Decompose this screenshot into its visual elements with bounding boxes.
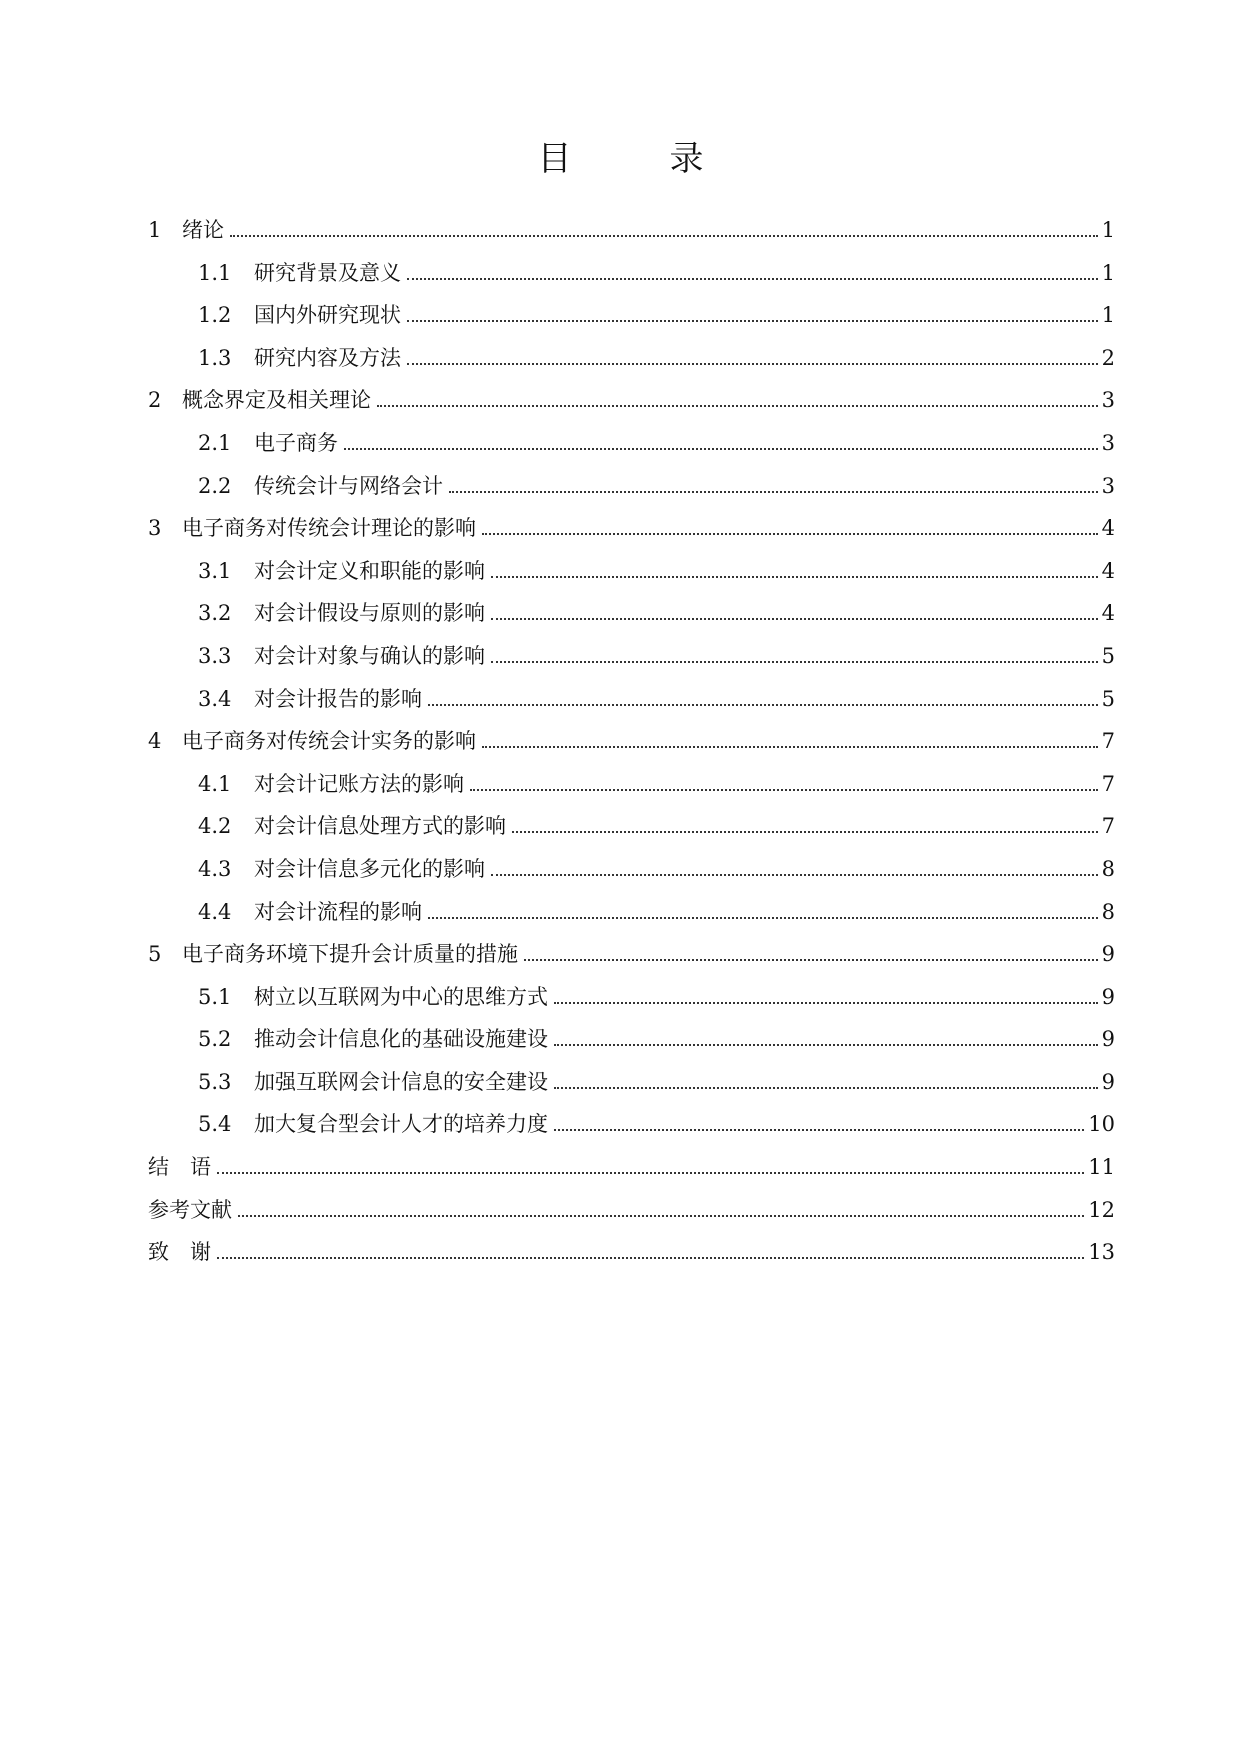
toc-entry-label: 研究背景及意义 [254, 260, 401, 285]
toc-entry-number: 3 [148, 516, 162, 541]
toc-entry[interactable] [148, 215, 1115, 258]
toc-dot-leader [407, 320, 1098, 322]
toc-entry[interactable] [148, 300, 1115, 343]
toc-entry-label: 电子商务对传统会计实务的影响 [182, 729, 476, 754]
toc-dot-leader [482, 533, 1098, 535]
toc-entry-page-number: 1 [1101, 260, 1115, 285]
toc-entry-label: 对会计对象与确认的影响 [254, 643, 485, 668]
toc-entry-page-number: 2 [1101, 345, 1115, 370]
toc-entry-number: 4.4 [198, 899, 232, 924]
toc-title: 目 录 [537, 139, 736, 179]
toc-entry-label: 研究内容及方法 [254, 345, 401, 370]
toc-entry-page-number: 5 [1101, 643, 1115, 668]
toc-entry[interactable] [148, 385, 1115, 428]
toc-entry-page-number: 4 [1101, 601, 1115, 626]
toc-entry-number: 3.3 [198, 643, 232, 668]
toc-entry[interactable] [148, 1237, 1115, 1280]
toc-entry[interactable] [148, 1152, 1115, 1195]
toc-entry-page-number: 4 [1101, 558, 1115, 583]
toc-dot-leader [554, 1129, 1084, 1131]
toc-entry-page-number: 9 [1101, 1069, 1115, 1094]
toc-entry-label: 对会计记账方法的影响 [254, 771, 464, 796]
toc-dot-leader [230, 235, 1098, 237]
toc-dot-leader [554, 1002, 1098, 1004]
toc-entry-page-number: 13 [1088, 1240, 1115, 1265]
toc-entry-number: 5 [148, 942, 162, 967]
toc-entry-number: 3.4 [198, 686, 232, 711]
toc-entry-number: 3.1 [198, 558, 232, 583]
toc-entry-number: 4 [148, 729, 162, 754]
toc-entry-label: 传统会计与网络会计 [254, 473, 443, 498]
toc-entry-number: 5.2 [198, 1027, 232, 1052]
toc-dot-leader [407, 363, 1098, 365]
toc-entry-page-number: 7 [1101, 729, 1115, 754]
toc-entry-page-number: 9 [1101, 942, 1115, 967]
toc-entry-label: 致 谢 [148, 1240, 211, 1265]
toc-entry-number: 4.1 [198, 771, 232, 796]
toc-entry[interactable] [148, 258, 1115, 301]
toc-dot-leader [524, 959, 1098, 961]
toc-entry[interactable] [148, 1067, 1115, 1110]
toc-dot-leader [407, 278, 1098, 280]
toc-entry-page-number: 8 [1101, 856, 1115, 881]
toc-entry-page-number: 7 [1101, 814, 1115, 839]
toc-entry-number: 2.1 [198, 430, 232, 455]
toc-entry[interactable] [148, 1195, 1115, 1238]
toc-entry[interactable] [148, 684, 1115, 727]
toc-dot-leader [377, 405, 1098, 407]
toc-dot-leader [238, 1215, 1084, 1217]
toc-entry-label: 树立以互联网为中心的思维方式 [254, 984, 548, 1009]
toc-entry[interactable] [148, 939, 1115, 982]
toc-entry[interactable] [148, 1024, 1115, 1067]
toc-entry-label: 结 语 [148, 1155, 211, 1180]
toc-dot-leader [428, 917, 1098, 919]
toc-entry-label: 电子商务 [254, 430, 338, 455]
toc-entry-label: 对会计定义和职能的影响 [254, 558, 485, 583]
toc-entry-label: 加强互联网会计信息的安全建设 [254, 1069, 548, 1094]
toc-entry-page-number: 3 [1101, 473, 1115, 498]
toc-entry[interactable] [148, 1109, 1115, 1152]
toc-entry-page-number: 9 [1101, 1027, 1115, 1052]
toc-entry-number: 1.3 [198, 345, 232, 370]
toc-entry-number: 2.2 [198, 473, 232, 498]
toc-entry-number: 5.4 [198, 1112, 232, 1137]
toc-dot-leader [554, 1044, 1098, 1046]
toc-entry[interactable] [148, 769, 1115, 812]
toc-entry[interactable] [148, 556, 1115, 599]
toc-entry-label: 国内外研究现状 [254, 303, 401, 328]
toc-entry-label: 加大复合型会计人才的培养力度 [254, 1112, 548, 1137]
toc-entry-number: 1.2 [198, 303, 232, 328]
toc-entry-page-number: 1 [1101, 218, 1115, 242]
toc-entry-page-number: 10 [1088, 1112, 1115, 1137]
toc-list [148, 215, 1115, 1280]
toc-dot-leader [491, 874, 1098, 876]
toc-entry-label: 电子商务环境下提升会计质量的措施 [182, 942, 518, 967]
toc-entry-label: 参考文献 [148, 1197, 232, 1222]
toc-entry-page-number: 3 [1101, 430, 1115, 455]
toc-entry[interactable] [148, 811, 1115, 854]
toc-entry[interactable] [148, 513, 1115, 556]
toc-dot-leader [491, 661, 1098, 663]
toc-entry[interactable] [148, 854, 1115, 897]
toc-dot-leader [217, 1257, 1084, 1259]
toc-entry-label: 对会计信息处理方式的影响 [254, 814, 506, 839]
toc-entry-page-number: 3 [1101, 388, 1115, 413]
toc-entry-number: 2 [148, 388, 162, 413]
toc-dot-leader [491, 618, 1098, 620]
toc-entry-label: 概念界定及相关理论 [182, 388, 371, 413]
toc-dot-leader [344, 448, 1098, 450]
toc-entry-number: 5.3 [198, 1069, 232, 1094]
toc-dot-leader [512, 831, 1098, 833]
toc-entry-label: 对会计报告的影响 [254, 686, 422, 711]
toc-entry-page-number: 12 [1088, 1197, 1115, 1222]
toc-dot-leader [428, 704, 1098, 706]
toc-entry-number: 3.2 [198, 601, 232, 626]
toc-entry-number: 1.1 [198, 260, 232, 285]
toc-entry-label: 推动会计信息化的基础设施建设 [254, 1027, 548, 1052]
toc-entry-page-number: 1 [1101, 303, 1115, 328]
toc-entry-label: 对会计信息多元化的影响 [254, 856, 485, 881]
toc-entry-page-number: 4 [1101, 516, 1115, 541]
toc-dot-leader [217, 1172, 1084, 1174]
toc-entry-label: 绪论 [182, 218, 224, 242]
toc-entry-number: 4.2 [198, 814, 232, 839]
toc-dot-leader [482, 746, 1098, 748]
toc-entry[interactable] [148, 598, 1115, 641]
toc-entry-number: 1 [148, 218, 162, 242]
toc-entry[interactable] [148, 428, 1115, 471]
toc-entry[interactable] [148, 471, 1115, 514]
toc-entry-page-number: 7 [1101, 771, 1115, 796]
toc-entry[interactable] [148, 343, 1115, 386]
toc-entry-page-number: 11 [1088, 1155, 1115, 1180]
toc-dot-leader [554, 1087, 1098, 1089]
toc-entry[interactable] [148, 726, 1115, 769]
toc-entry[interactable] [148, 982, 1115, 1025]
toc-entry[interactable] [148, 641, 1115, 684]
toc-dot-leader [449, 491, 1098, 493]
toc-entry-number: 5.1 [198, 984, 232, 1009]
toc-entry-number: 4.3 [198, 856, 232, 881]
toc-entry[interactable] [148, 897, 1115, 940]
toc-entry-page-number: 8 [1101, 899, 1115, 924]
toc-dot-leader [491, 576, 1098, 578]
toc-dot-leader [470, 789, 1098, 791]
toc-entry-label: 对会计流程的影响 [254, 899, 422, 924]
toc-entry-label: 电子商务对传统会计理论的影响 [182, 516, 476, 541]
toc-entry-page-number: 5 [1101, 686, 1115, 711]
toc-entry-label: 对会计假设与原则的影响 [254, 601, 485, 626]
toc-entry-page-number: 9 [1101, 984, 1115, 1009]
